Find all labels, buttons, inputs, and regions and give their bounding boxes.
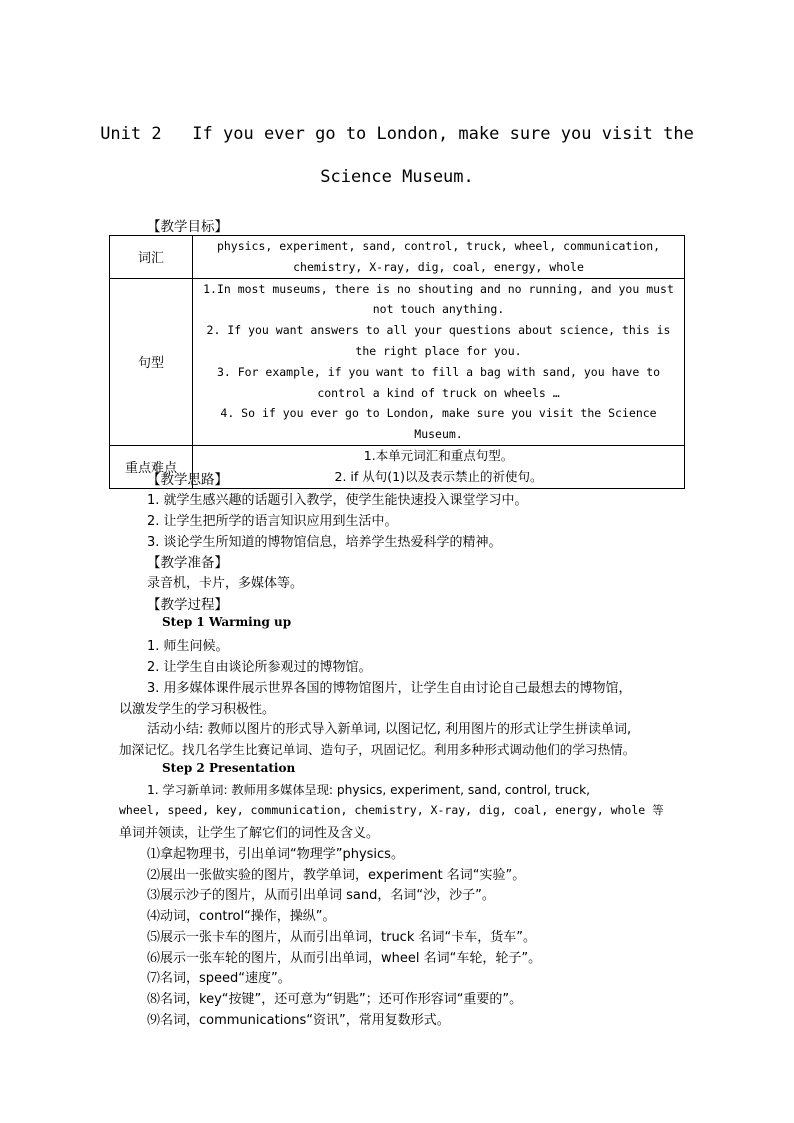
objectives-table [109, 235, 685, 489]
sentence-label: 句型 [110, 278, 193, 445]
summary-line: 活动小结: 教师以图片的形式导入新单词, 以图记忆, 利用图片的形式让学生拼读单词, [147, 722, 632, 737]
step1-item: 3. 用多媒体课件展示世界各国的博物馆图片，让学生自由讨论自己最想去的博物馆， [147, 681, 632, 696]
step2-item: ⑶展示沙子的图片，从而引出单词 sand，名词“沙，沙子”。 [147, 888, 495, 903]
step2-item: ⑴拿起物理书，引出单词“物理学”physics。 [147, 847, 404, 862]
step2-item: ⑻名词，key“按键”，还可意为“钥匙”；还可作形容词“重要的”。 [147, 992, 523, 1007]
step2-item: ⑼名词，communications“资讯”，常用复数形式。 [147, 1013, 450, 1028]
sentence-item: 4. So if you ever go to London, make sure you visit the Science Museum. [220, 406, 657, 442]
step2-item: ⑸展示一张卡车的图片，从而引出单词，truck 名词“卡车，货车”。 [147, 930, 536, 945]
key-points-content [193, 445, 685, 488]
step1-item: 1. 师生问候。 [147, 639, 229, 654]
step2-item: ⑵展出一张做实验的图片，教学单词，experiment 名词“实验”。 [147, 868, 526, 883]
vocab-content [193, 236, 685, 279]
step2-item: ⑺名词，speed“速度”。 [147, 971, 291, 986]
sentence-item: 1.In most museums, there is no shouting and no running, and you must not touch anything. [203, 281, 674, 317]
idea-item: 3. 谈论学生所知道的博物馆信息，培养学生热爱科学的精神。 [147, 535, 502, 550]
sentence-content [193, 278, 685, 445]
process-heading: 【教学过程】 [147, 597, 228, 613]
sentence-item: 2. If you want answers to all your questions about science, this is the right place for you. [206, 323, 671, 358]
vocab-label: 词汇 [110, 236, 193, 279]
step2-title: Step 2 Presentation [162, 761, 296, 775]
step2-item: ⑷动词，control“操作，操纵”。 [147, 909, 336, 924]
step2-line: 单词并领读，让学生了解它们的词性及含义。 [119, 826, 380, 841]
vocab-line: physics, experiment, sand, control, truck, wheel, communication, [216, 239, 661, 253]
idea-item: 1. 就学生感兴趣的话题引入教学，使学生能快速投入课堂学习中。 [147, 493, 528, 508]
key-points-label: 重点难点 [110, 445, 193, 488]
ideas-heading: 【教学思路】 [147, 472, 228, 488]
prep-text: 录音机，卡片，多媒体等。 [147, 576, 304, 591]
unit-title-line2: Science Museum. [320, 167, 474, 187]
step2-line: 1. 学习新单词: 教师用多媒体呈现: physics, experiment, sand, control, truck, [147, 783, 591, 797]
prep-heading: 【教学准备】 [147, 555, 228, 571]
vocab-row [110, 236, 685, 279]
sentence-row [110, 278, 685, 445]
idea-item: 2. 让学生把所学的语言知识应用到生活中。 [147, 514, 398, 529]
unit-title-line1: Unit 2 If you ever go to London, make sure you visit the [100, 124, 694, 144]
key-point: 1.本单元词汇和重点句型。 [363, 447, 514, 463]
summary-line: 加深记忆。找几名学生比赛记单词、造句子，巩固记忆。利用多种形式调动他们的学习热情。 [119, 742, 636, 757]
step1-title: Step 1 Warming up [162, 615, 292, 629]
step1-item: 以激发学生的学习积极性。 [119, 702, 276, 717]
sentence-item: 3. For example, if you want to fill a bag with sand, you have to control a kind of truck on wheels … [216, 364, 661, 400]
vocab-line: chemistry, X-ray, dig, coal, energy, whole [293, 259, 584, 274]
step1-item: 2. 让学生自由谈论所参观过的博物馆。 [147, 660, 372, 675]
step2-item: ⑹展示一张车轮的图片，从而引出单词，wheel 名词“车轮，轮子”。 [147, 951, 542, 966]
objectives-heading: 【教学目标】 [147, 219, 228, 235]
key-point: 2. if 从句(1)以及表示禁止的祈使句。 [334, 468, 543, 484]
step2-line: wheel, speed, key, communication, chemistry, X-ray, dig, coal, energy, whole 等 [119, 803, 664, 817]
